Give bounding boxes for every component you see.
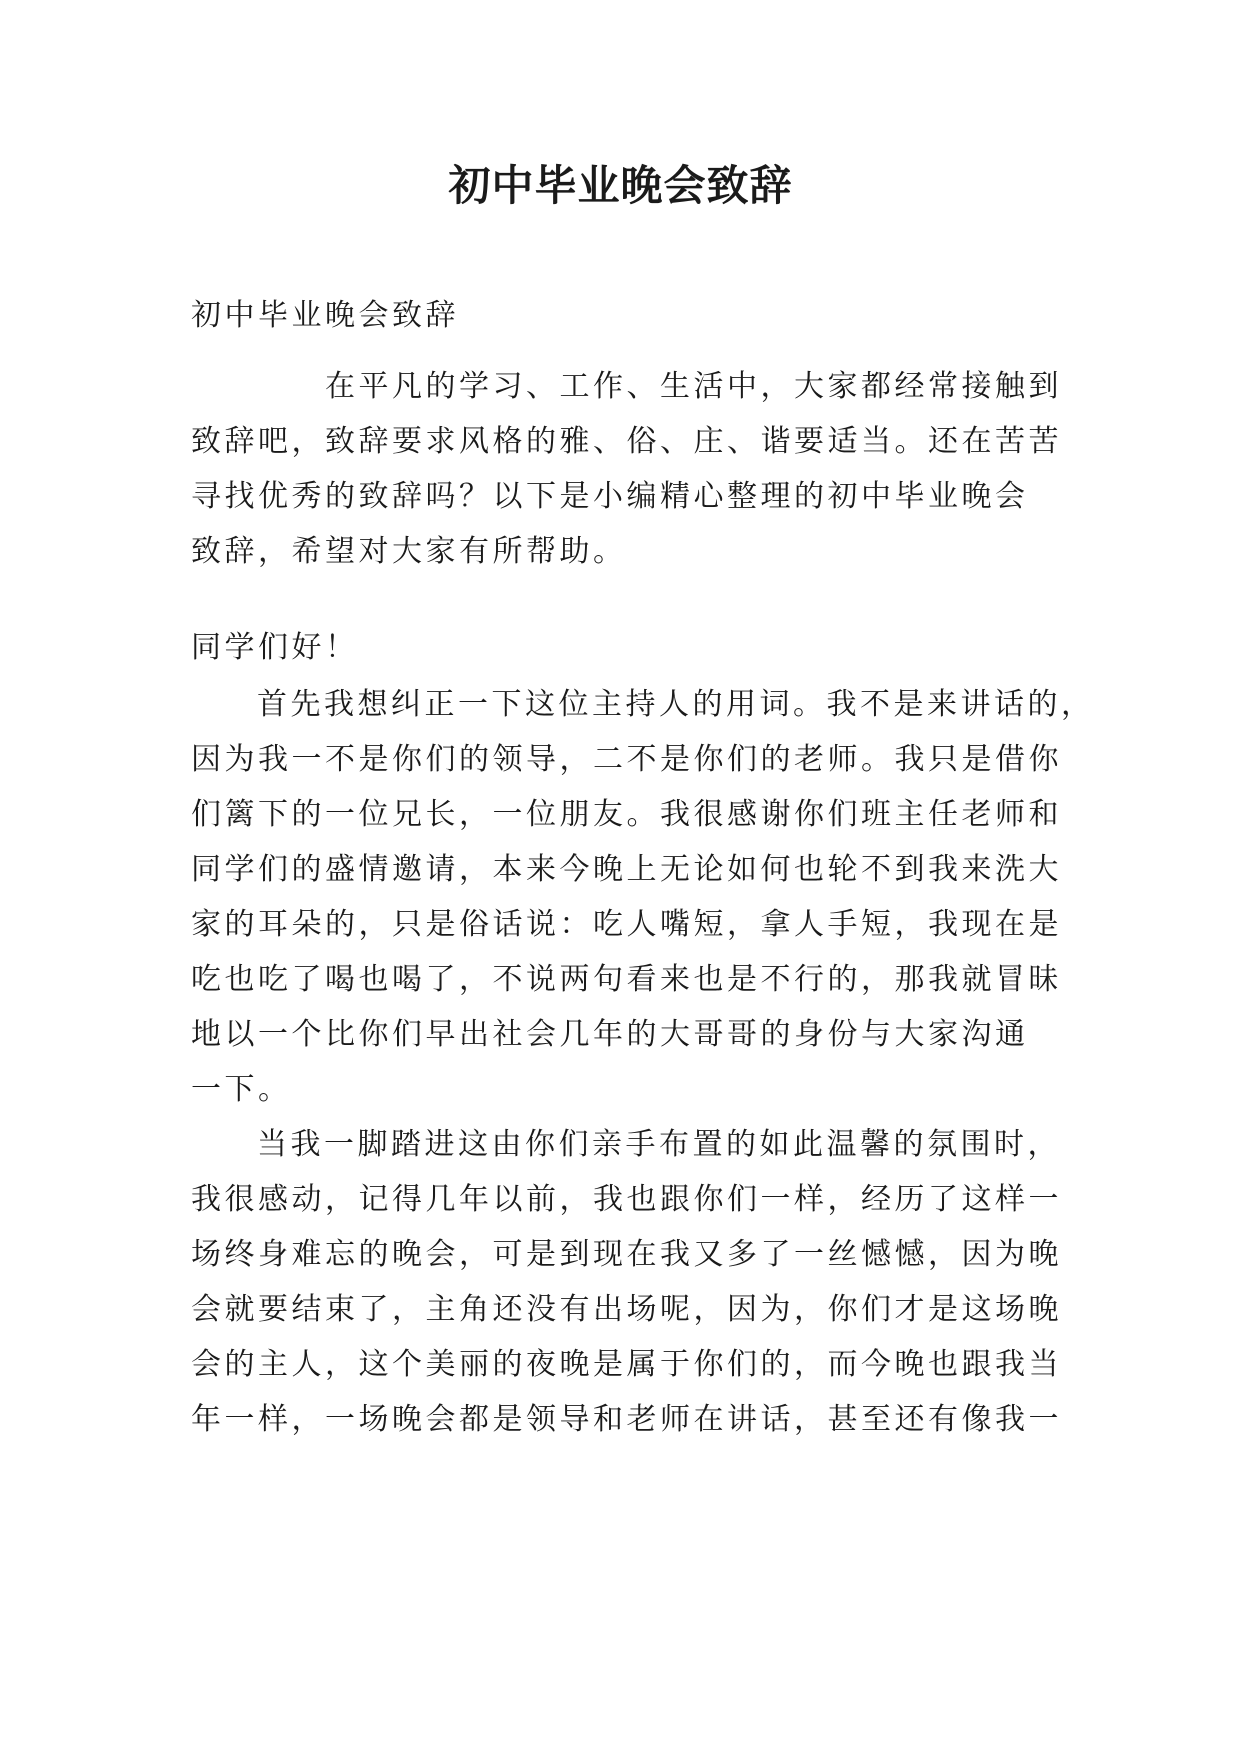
intro-line-4: 致辞，希望对大家有所帮助。 [191,534,627,569]
document-title: 初中毕业晚会致辞 [448,161,793,210]
paragraph2-line-5: 会的主人，这个美丽的夜晚是属于你们的，而今晚也跟我当 [191,1347,1062,1382]
paragraph2-line-4: 会就要结束了，主角还没有出场呢，因为，你们才是这场晚 [191,1292,1062,1327]
paragraph1-line-1: 首先我想纠正一下这位主持人的用词。我不是来讲话的， [257,687,1095,722]
paragraph2-line-1: 当我一脚踏进这由你们亲手布置的如此温馨的氛围时， [257,1127,1061,1162]
intro-line-2: 致辞吧，致辞要求风格的雅、俗、庄、谐要适当。还在苦苦 [191,424,1062,459]
intro-line-1: 在平凡的学习、工作、生活中，大家都经常接触到 [325,369,1062,404]
paragraph2-line-3: 场终身难忘的晚会，可是到现在我又多了一丝憾憾，因为晚 [191,1237,1062,1272]
paragraph1-line-5: 家的耳朵的，只是俗话说：吃人嘴短，拿人手短，我现在是 [191,907,1062,942]
intro-line-3: 寻找优秀的致辞吗？以下是小编精心整理的初中毕业晚会 [191,479,1029,514]
document-subtitle: 初中毕业晚会致辞 [191,298,459,333]
paragraph1-line-4: 同学们的盛情邀请，本来今晚上无论如何也轮不到我来洗大 [191,852,1062,887]
paragraph1-line-7: 地以一个比你们早出社会几年的大哥哥的身份与大家沟通 [191,1017,1029,1052]
paragraph2-line-6: 年一样，一场晚会都是领导和老师在讲话，甚至还有像我一 [191,1402,1062,1437]
paragraph1-line-2: 因为我一不是你们的领导，二不是你们的老师。我只是借你 [191,742,1062,777]
paragraph1-line-8: 一下。 [191,1072,292,1107]
paragraph1-line-6: 吃也吃了喝也喝了，不说两句看来也是不行的，那我就冒昧 [191,962,1062,997]
paragraph1-line-3: 们篱下的一位兄长，一位朋友。我很感谢你们班主任老师和 [191,797,1062,832]
greeting: 同学们好！ [191,630,359,665]
paragraph2-line-2: 我很感动，记得几年以前，我也跟你们一样，经历了这样一 [191,1182,1062,1217]
